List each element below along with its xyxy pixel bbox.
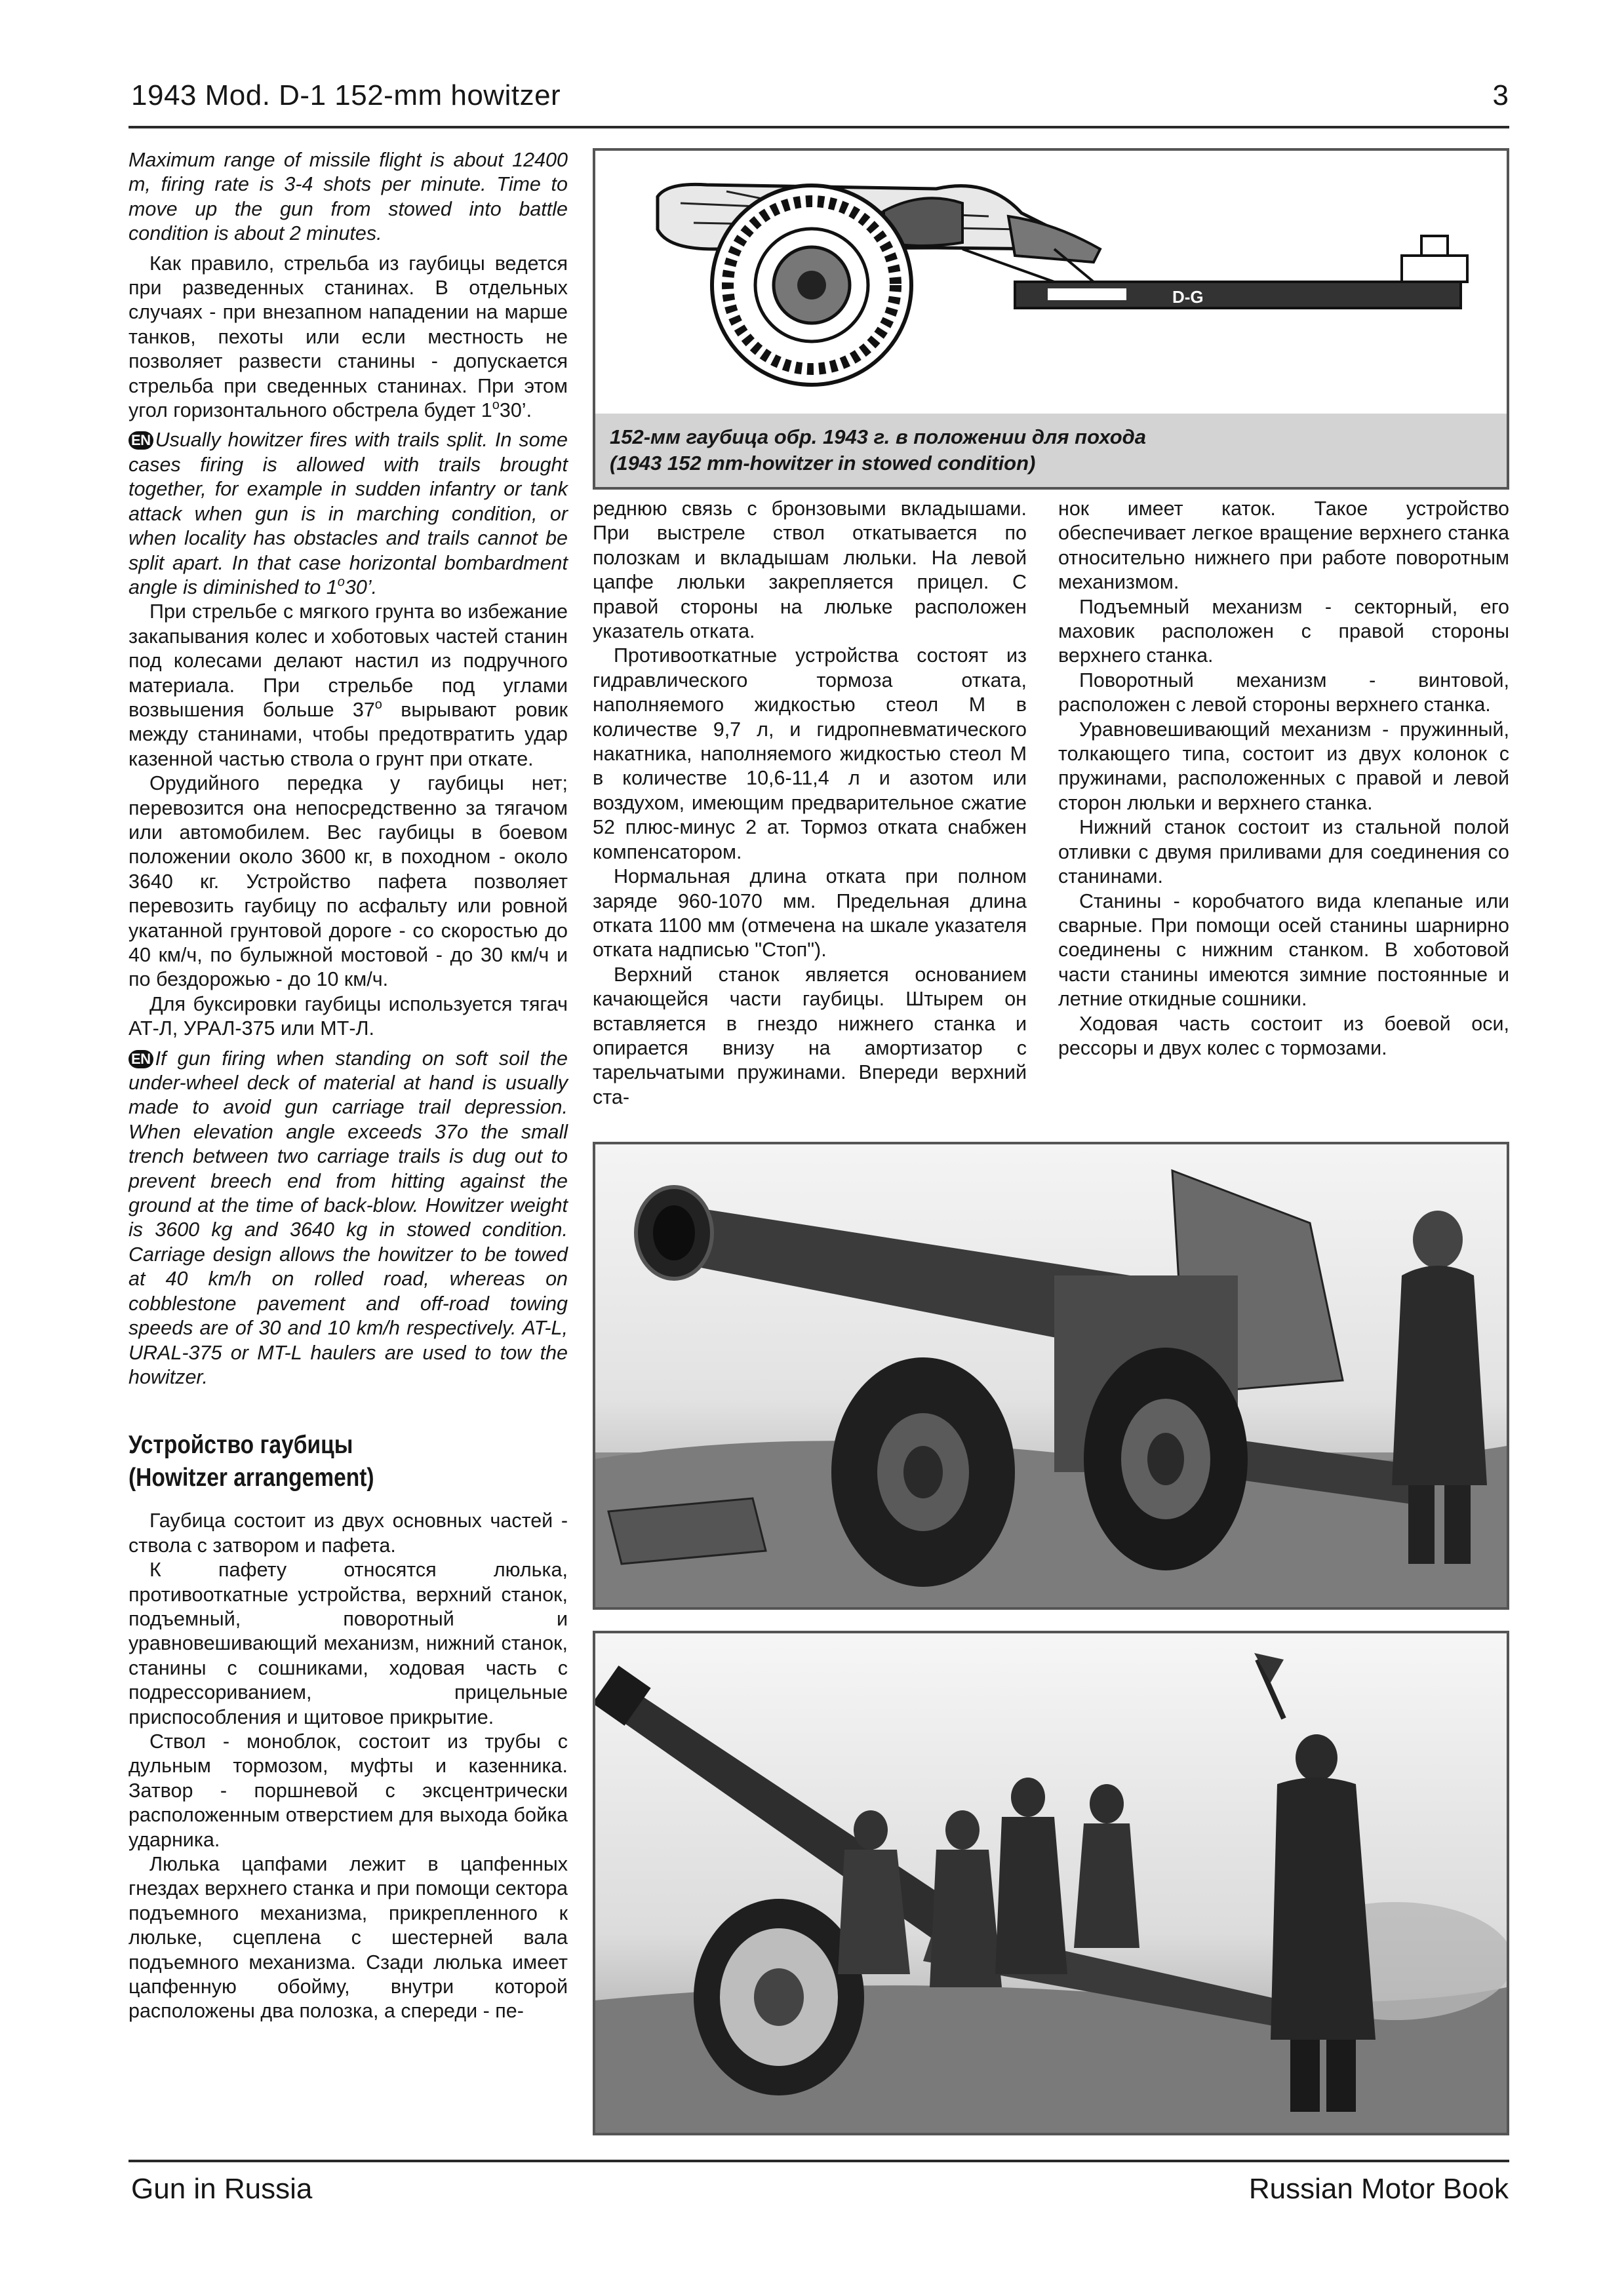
running-title: 1943 Mod. D-1 152-mm howitzer	[131, 79, 561, 111]
figure-drawing	[593, 148, 1509, 416]
en-badge-icon: EN	[129, 431, 153, 450]
middle-column	[593, 497, 1027, 1110]
paragraph-ru-running-gear: Ходовая часть состоит из боевой оси, рессоры и двух колес с тормозами.	[1058, 1012, 1509, 1059]
figure-caption	[593, 414, 1509, 490]
paragraph-ru-recoil-length: Нормальная длина отката при полном заряде 960-1070 мм. Предельная длина отката 1100 мм (отмечена на шкале указателя отката надписью "Стоп").	[593, 865, 1027, 962]
paragraph-ru-barrel: Ствол - моноблок, состоит из трубы с дульным тормозом, муфты и казенника. Затвор - поршневой с эксцентрически расположенным отверстием для выхода бойка ударника.	[129, 1730, 568, 1851]
paragraph-ru-traverse: Поворотный механизм - винтовой, расположен с левой стороны верхнего станка.	[1058, 669, 1509, 716]
section-title: Устройство гаубицы (Howitzer arrangement)	[129, 1431, 374, 1492]
photo-howitzer-field	[593, 1142, 1509, 1610]
paragraph-ru-equilibrator: Уравновешивающий механизм - пружинный, толкающего типа, состоит из двух колонок с пружинами, расположенных с правой и левой сторон люльки и верхнего станка.	[1058, 718, 1509, 814]
paragraph-en-range: Maximum range of missile flight is about 12400 m, firing rate is 3-4 shots per minute. Time to move up the gun from stowed into battle condition is about 2 minutes.	[129, 149, 568, 245]
footer-right: Russian Motor Book	[1248, 2173, 1509, 2205]
wheel-icon	[831, 1357, 1015, 1587]
paragraph-en-soft-soil: EN If gun firing when standing on soft soil the under-wheel deck of material at hand is usually made to avoid gun carriage trail depression. When elevation angle exceeds 37o the small trench between two carriage trails is dug out to prevent breech end from hitting against the ground at the time of back-blow. Howitzer weight is 3600 kg and 3640 kg in stowed condition. Carriage design allows the howitzer to be towed at 40 km/h on rolled road, whereas on cobblestone pavement and off-road towing speeds are of 30 and 10 km/h respectively. AT-L, URAL-375 or MT-L haulers are used to tow the howitzer.	[129, 1047, 568, 1388]
wheel-icon	[694, 1899, 864, 2095]
paragraph-ru-cradle: Люлька цапфами лежит в цапфенных гнездах верхнего станка и при помощи сектора подъемного механизма, прикрепленного к люльке, сцеплена с шестерней вала подъемного механизма. Сзади люлька имеет цапфенную обойму, внутри которой расположены два полозка, а спереди - пе-	[129, 1853, 568, 2023]
paragraph-ru-recoil: Противооткатные устройства состоят из гидравлического тормоза отката, наполняемого жидкостью стеол М в количестве 9,7 л, и гидропневматического накатника, наполняемого жидкостью стеол М в количестве 10,6-11,4 л и азотом или воздухом, имеющим предварительное сжатие 52 плюс-минус 2 ат. Тормоз отката снабжен компенсатором.	[593, 644, 1027, 863]
paragraph-ru-cradle-cont: реднюю связь с бронзовыми вкладышами. При выстреле ствол откатывается по полозкам и вкладышам люльки. На левой цапфе люльки закрепляется прицел. С правой стороны на люльке расположен указатель отката.	[593, 497, 1027, 643]
paragraph-ru-parts: Гаубица состоит из двух основных частей - ствола с затвором и пафета.	[129, 1509, 568, 1557]
paragraph-ru-tractors: Для буксировки гаубицы используется тягач АТ-Л, УРАЛ-375 или МТ-Л.	[129, 992, 568, 1040]
paragraph-en-trails: EN Usually howitzer fires with trails split. In some cases firing is allowed with trails brought together, for example in sudden infantry or tank attack when gun is in marching condition, or when locality has obstacles and trails cannot be split apart. In that case horizontal bombardment angle is diminished to 1$^o$30’.	[129, 429, 568, 598]
carriage-marking: D-G	[1172, 287, 1204, 307]
left-column	[129, 148, 568, 2024]
page-number: 3	[1492, 79, 1509, 111]
caption-ru: 152-мм гаубица обр. 1943 г. в положении для похода	[610, 425, 1147, 448]
caption-en: (1943 152 mm-howitzer in stowed condition)	[610, 452, 1036, 475]
photo-howitzer-crew	[593, 1631, 1509, 2135]
en-badge-icon: EN	[129, 1050, 153, 1068]
paragraph-ru-lower-mount: Нижний станок состоит из стальной полой отливки с двумя приливами для соединения со станинами.	[1058, 816, 1509, 888]
paragraph-ru-trails: Станины - коробчатого вида клепаные или сварные. При помощи осей станины шарнирно соединены с нижним станком. В хоботовой части станины имеются зимние постоянные и летние откидные сошники.	[1058, 889, 1509, 1011]
paragraph-ru-elevation: Подъемный механизм - секторный, его маховик расположен с правой стороны верхнего станка.	[1058, 595, 1509, 667]
header-rule	[129, 126, 1509, 128]
paragraph-ru-firing: Как правило, стрельба из гаубицы ведется при разведенных станинах. В отдельных случаях - при внезапном нападении на марше танков, пехоты или если местность не позволяет развести станины - допускается стрельба при сведенных станинах. При этом угол горизонтального обстрела будет $1^о30$’.	[129, 252, 568, 422]
wheel-icon	[1084, 1348, 1248, 1570]
right-column	[1058, 497, 1509, 1060]
footer-rule	[129, 2160, 1509, 2162]
paragraph-ru-roller: нок имеет каток. Такое устройство обеспечивает легкое вращение верхнего станка относительно нижнего при работе поворотным механизмом.	[1058, 497, 1509, 594]
paragraph-ru-carriage: К пафету относятся люлька, противооткатные устройства, верхний станок, подъемный, поворотный и уравновешивающий механизм, нижний станок, станины с сошниками, ходовая часть с подрессориванием, прицельные приспособления и щитовое прикрытие.	[129, 1559, 568, 1728]
paragraph-ru-towing: Орудийного передка у гаубицы нет; перевозится она непосредственно за тягачом или автомобилем. Вес гаубицы в боевом положении около 3600 кг, в походном - около 3640 кг. Устройство пафета позволяет перевозить гаубицу по асфальту или ровной укатанной грунтовой дороге - со скоростью до 40 км/ч, по булыжной мостовой - до 30 км/ч и по бездорожью - до 10 км/ч.	[129, 772, 568, 991]
howitzer-drawing	[595, 151, 1507, 414]
footer-left: Gun in Russia	[131, 2173, 313, 2205]
paragraph-ru-upper-mount: Верхний станок является основанием качающейся части гаубицы. Штырем он вставляется в гнездо нижнего станка и опирается внизу на амортизатор с тарельчатыми пружинами. Впереди верхний ста-	[593, 963, 1027, 1108]
paragraph-ru-soft-ground: При стрельбе с мягкого грунта во избежание закапывания колес и хоботовых частей станин под колесами делают настил из подручного материала. При стрельбе под углами возвышения больше $37^о$ вырывают ровик между станинами, чтобы предотвратить удар казенной частью ствола о грунт при откате.	[129, 600, 568, 770]
